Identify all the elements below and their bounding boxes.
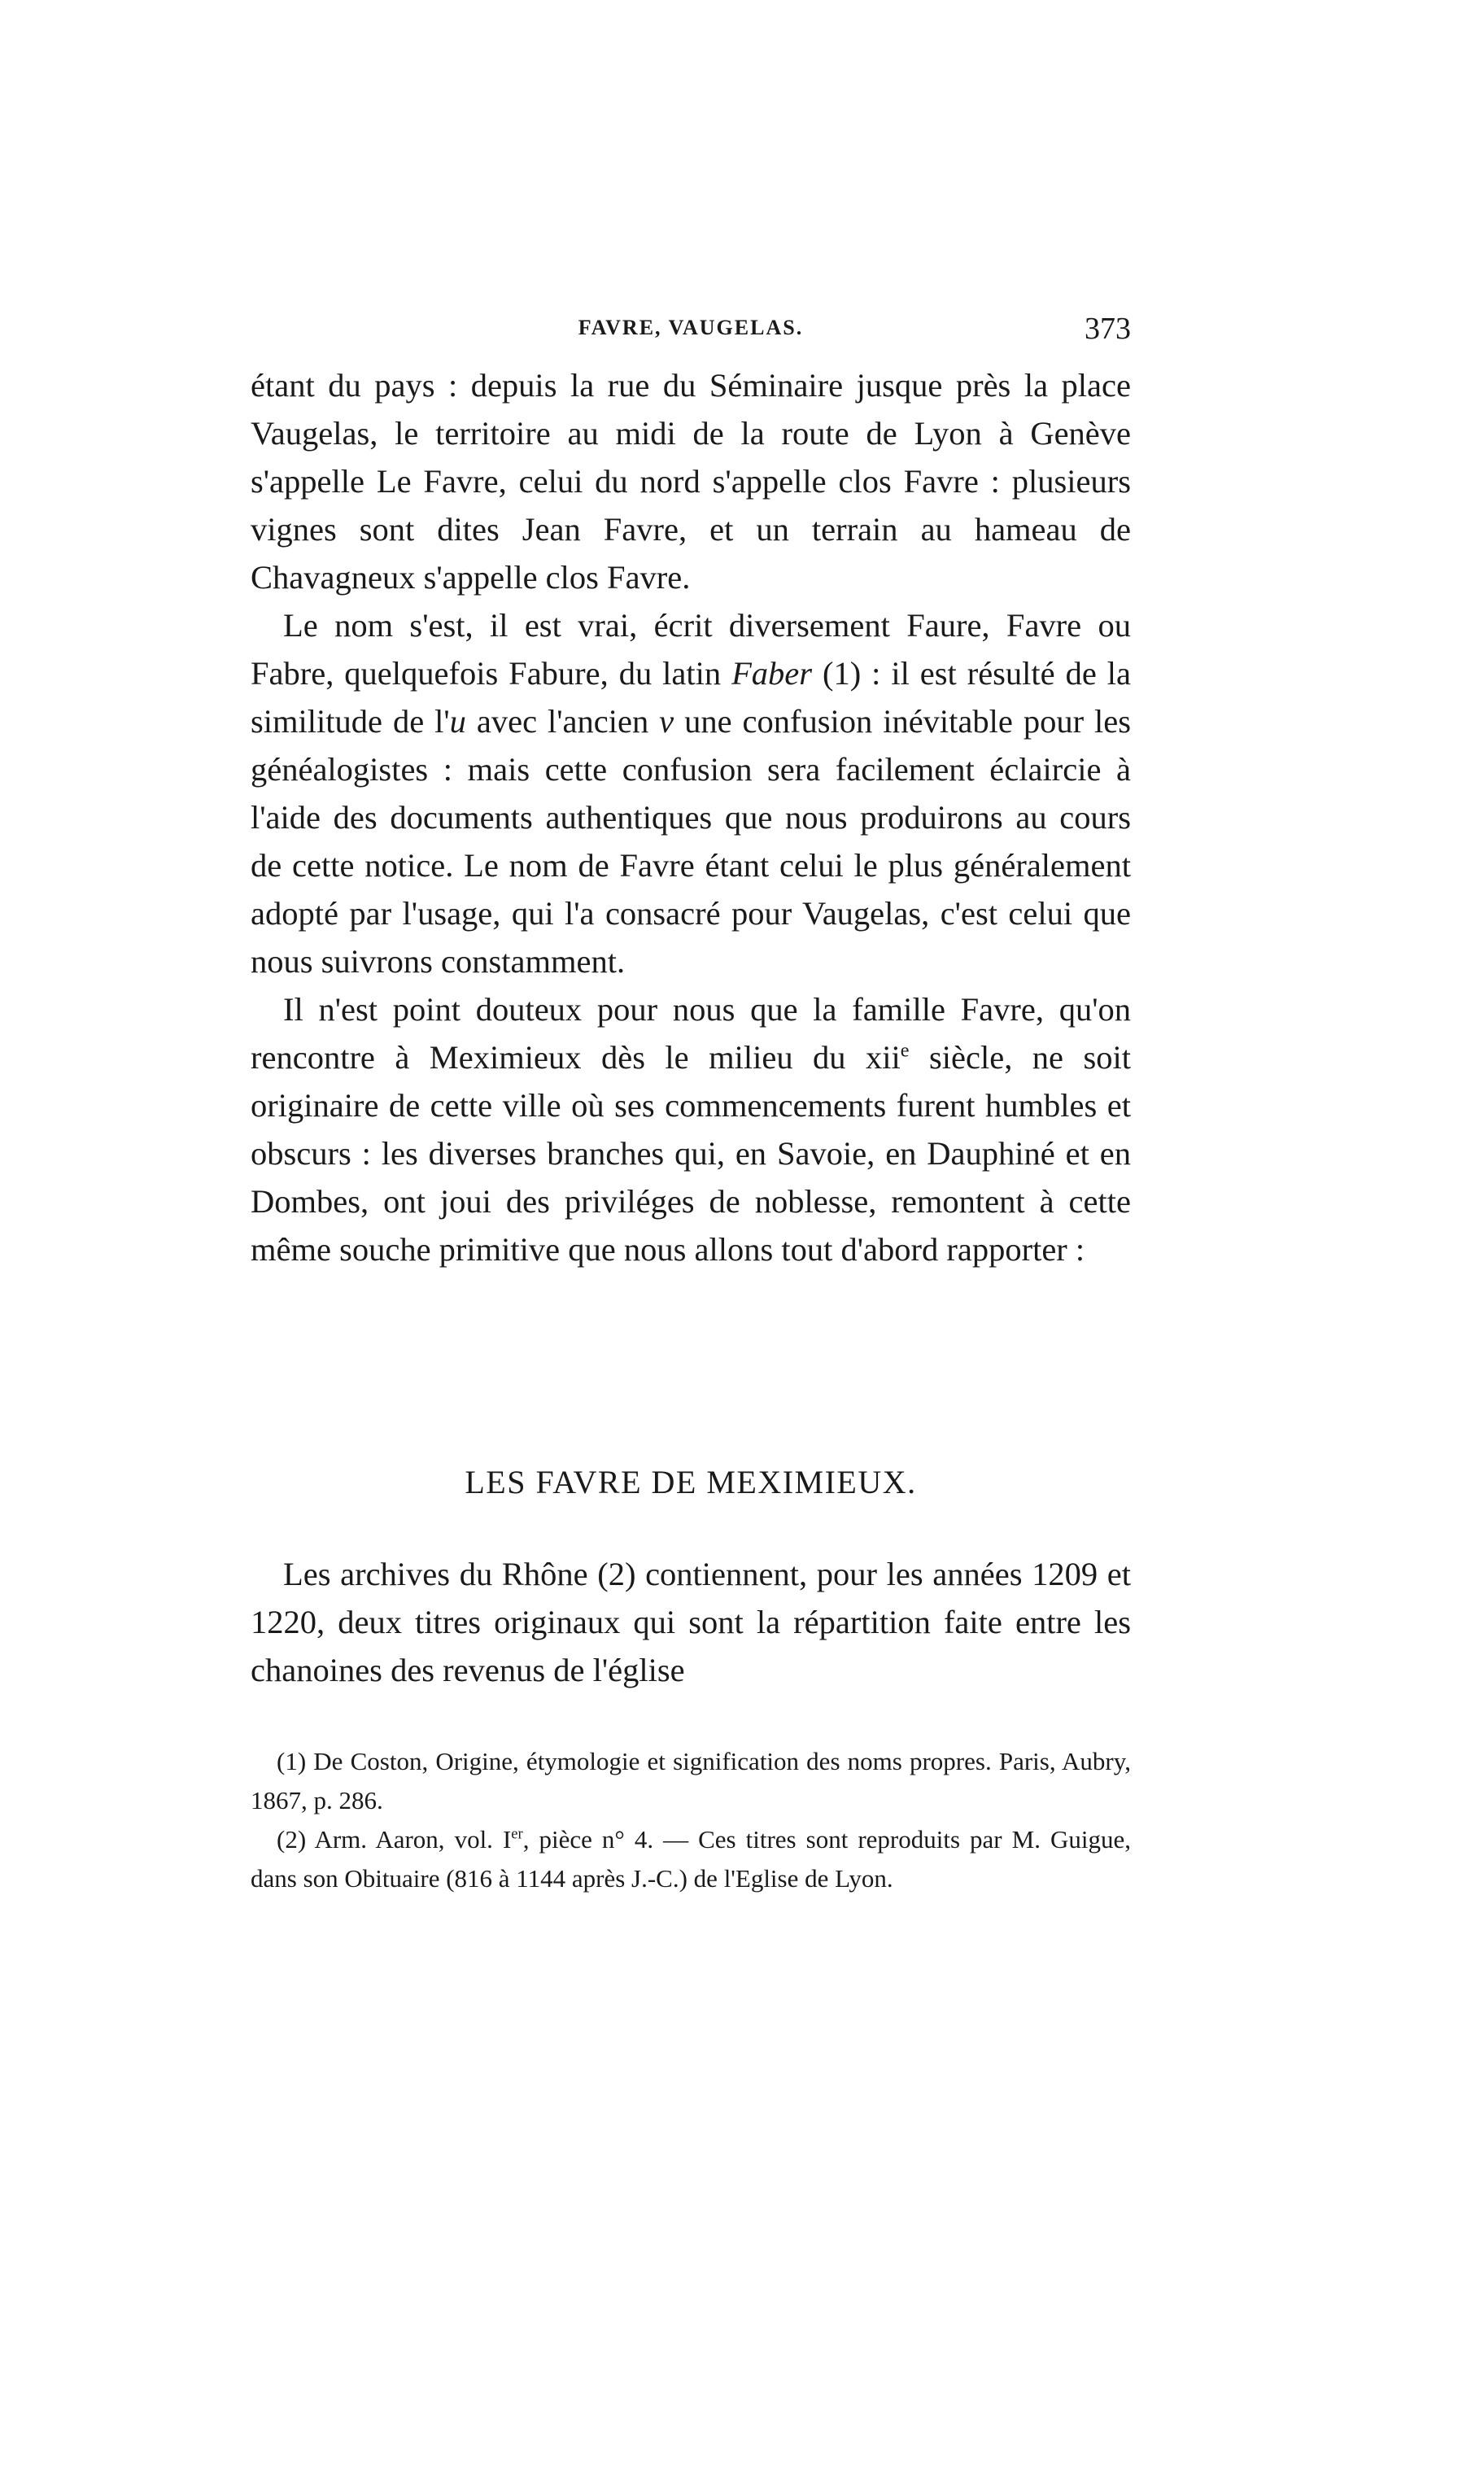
page-number: 373 — [1085, 312, 1131, 346]
section-heading: LES FAVRE DE MEXIMIEUX. — [465, 1464, 917, 1500]
paragraph-3-text-a: Il n'est point douteux pour nous que la famille Favre, qu'on rencontre à Meximieux dès le milieu du xii — [251, 991, 1131, 1076]
footnote-2 — [251, 1820, 1131, 1898]
paragraph-4: Les archives du Rhône (2) contiennent, pour les années 1209 et 1220, deux titres originaux qui sont la répartition faite entre les chanoines des revenus de l'église — [251, 1556, 1131, 1688]
paragraph-2-text-a: Le nom s'est, il est vrai, écrit diversement Faure, Favre ou Fabre, quelquefois Fabure, du latin — [251, 607, 1131, 692]
paragraph-1: étant du pays : depuis la rue du Séminaire jusque près la place Vaugelas, le territoire au midi de la route de Lyon à Genève s'appelle Le Favre, celui du nord s'appelle clos Favre : plusieurs vignes sont dites Jean Favre, et un terrain au hameau de Chavagneux s'appelle clos Favre. — [251, 367, 1131, 596]
paragraph-2-text-d: une confusion inévitable pour les généalogistes : mais cette confusion sera facilement éclaircie à l'aide des documents authentiques que nous produirons au cours de cette notice. Le nom de Favre étant celui le plus généralement adopté par l'usage, qui l'a consacré pour Vaugelas, c'est celui que nous suivrons constamment. — [251, 703, 1131, 980]
paragraph-3 — [251, 985, 1131, 1273]
paragraph-3-text-b: siècle, ne soit originaire de cette ville où ses commencements furent humbles et obscurs : les diverses branches qui, en Savoie, en Dauphiné et en Dombes, ont joui des priviléges de noblesse, remontent à cette même souche primitive que nous allons tout d'abord rapporter : — [251, 1039, 1131, 1268]
paragraph-2-text-b: (1) : il est résulté de la similitude de l' — [251, 655, 1131, 740]
paragraph-2-italic-u: u — [449, 703, 466, 740]
footnote-2-superscript: er — [511, 1825, 523, 1843]
paragraph-2-italic-v: v — [659, 703, 674, 740]
body-text-lower — [251, 1550, 1131, 1694]
running-head — [251, 311, 1131, 347]
running-title: FAVRE, VAUGELAS. — [578, 316, 804, 339]
footnotes — [251, 1742, 1131, 1898]
body-text-upper — [251, 361, 1131, 1273]
paragraph-2-text-c: avec l'ancien — [465, 703, 660, 740]
footnote-2-text-a: (2) Arm. Aaron, vol. I — [277, 1825, 512, 1854]
paragraph-2 — [251, 601, 1131, 985]
footnote-1: (1) De Coston, Origine, étymologie et signification des noms propres. Paris, Aubry, 1867, p. 286. — [251, 1747, 1131, 1814]
paragraph-3-superscript: e — [900, 1039, 910, 1062]
paragraph-2-italic-faber: Faber — [731, 655, 813, 692]
footnote-2-text-b: , pièce n° 4. — Ces titres sont reproduits par M. Guigue, dans son Obituaire (816 à 1144 après J.-C.) de l'Eglise de Lyon. — [251, 1825, 1131, 1893]
